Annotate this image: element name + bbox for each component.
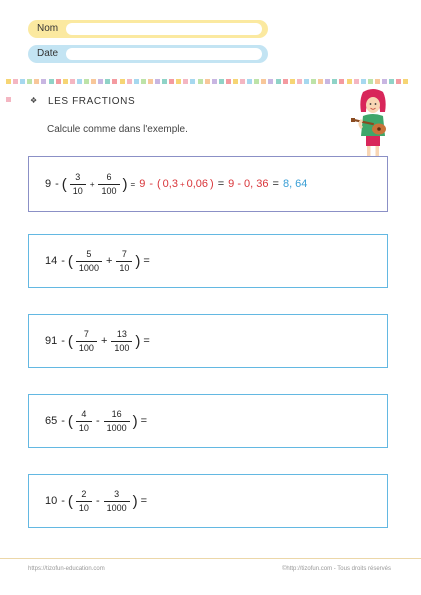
strip-dot xyxy=(268,79,273,84)
strip-dot xyxy=(98,79,103,84)
fraction-denominator: 10 xyxy=(72,185,83,196)
minus-sign: - xyxy=(61,495,65,507)
strip-dot xyxy=(283,79,288,84)
example-result: 8, 64 xyxy=(282,178,308,190)
footer-copyright[interactable]: ©http://tizofun.com - Tous droits réservés xyxy=(281,566,391,572)
strip-dot xyxy=(290,79,295,84)
strip-dot xyxy=(311,79,316,84)
exercise-fraction-1 xyxy=(76,409,92,434)
strip-dot xyxy=(332,79,337,84)
exercise-fraction-2 xyxy=(111,329,132,354)
exercise-box[interactable] xyxy=(28,234,388,288)
fraction-denominator: 10 xyxy=(78,422,89,433)
fraction-denominator: 1000 xyxy=(106,502,127,513)
exercise-lead-number: 65 xyxy=(45,415,58,427)
strip-dot xyxy=(190,79,195,84)
strip-dot xyxy=(297,79,302,84)
strip-dot xyxy=(20,79,25,84)
fraction-bar xyxy=(104,421,130,422)
strip-dot xyxy=(254,79,259,84)
strip-dot xyxy=(162,79,167,84)
section-title: LES FRACTIONS xyxy=(48,96,136,107)
strip-dot xyxy=(176,79,181,84)
step1-open-paren: ( xyxy=(156,178,161,190)
decorative-color-strip xyxy=(6,71,416,76)
example-fraction-2 xyxy=(98,172,119,197)
strip-dot xyxy=(6,79,11,84)
exercise-fraction-2 xyxy=(104,489,130,514)
equals-sign: = xyxy=(272,178,279,190)
fraction-numerator: 3 xyxy=(114,488,120,499)
minus-sign: - xyxy=(61,415,65,427)
exercise-box[interactable] xyxy=(28,394,388,448)
exercise-fraction-1 xyxy=(76,489,92,514)
strip-dot xyxy=(382,79,387,84)
exercise-box[interactable] xyxy=(28,474,388,528)
strip-dot xyxy=(240,79,245,84)
fraction-bar xyxy=(76,341,97,342)
strip-dot xyxy=(84,79,89,84)
close-paren: ) xyxy=(135,252,141,270)
exercise-expression xyxy=(43,395,149,447)
strip-dot xyxy=(56,79,61,84)
close-paren: ) xyxy=(132,412,138,430)
strip-dot xyxy=(247,79,252,84)
fraction-numerator: 16 xyxy=(111,408,122,419)
strip-dot xyxy=(212,79,217,84)
strip-dot xyxy=(276,79,281,84)
exercise-fraction-1 xyxy=(76,329,97,354)
footer-link-left[interactable]: https://tizofun-education.com xyxy=(28,566,105,572)
strip-dot xyxy=(63,79,68,84)
fraction-denominator: 100 xyxy=(101,185,117,196)
strip-dot xyxy=(219,79,224,84)
fraction-denominator: 100 xyxy=(114,342,130,353)
exercise-fraction-2 xyxy=(116,249,132,274)
fraction-bar xyxy=(104,501,130,502)
strip-dot xyxy=(361,79,366,84)
open-paren: ( xyxy=(67,252,73,270)
strip-dot xyxy=(141,79,146,84)
exercise-lead-number: 10 xyxy=(45,495,58,507)
operator: - xyxy=(95,495,100,507)
strip-dot xyxy=(205,79,210,84)
instruction-text: Calcule comme dans l'exemple. xyxy=(47,124,188,135)
strip-dot xyxy=(49,79,54,84)
exercise-fraction-1 xyxy=(76,249,102,274)
minus-sign: - xyxy=(61,255,65,267)
equals-sign: = xyxy=(140,415,148,427)
operator: - xyxy=(95,415,100,427)
date-label: Date xyxy=(37,48,59,59)
nom-input[interactable] xyxy=(66,23,262,35)
strip-dot xyxy=(27,79,32,84)
bullet-icon: ❖ xyxy=(30,96,38,105)
step1-value-1: 0,3 xyxy=(162,178,178,190)
strip-dot xyxy=(198,79,203,84)
equals-sign: = xyxy=(217,178,225,190)
fraction-denominator: 1000 xyxy=(78,262,99,273)
fraction-numerator: 3 xyxy=(75,171,81,182)
example-expression xyxy=(43,157,309,211)
strip-dot xyxy=(41,79,46,84)
open-paren: ( xyxy=(67,492,73,510)
strip-dot xyxy=(226,79,231,84)
nom-field-container xyxy=(28,20,268,38)
strip-dot xyxy=(148,79,153,84)
strip-dot xyxy=(91,79,96,84)
example-lead-number: 9 xyxy=(45,178,52,190)
strip-dot xyxy=(396,79,401,84)
step1-minus: - xyxy=(149,178,153,190)
strip-dot xyxy=(183,79,188,84)
fraction-denominator: 1000 xyxy=(106,422,127,433)
minus-sign: - xyxy=(55,178,59,190)
fraction-bar xyxy=(111,341,132,342)
operator: + xyxy=(105,255,113,267)
fraction-bar xyxy=(98,184,119,185)
fraction-bar xyxy=(76,261,102,262)
step1-close-paren: ) xyxy=(210,178,214,190)
equals-sign: = xyxy=(143,255,150,267)
open-paren: ( xyxy=(61,175,67,193)
strip-dot xyxy=(169,79,174,84)
strip-dot xyxy=(134,79,139,84)
fraction-denominator: 100 xyxy=(78,342,94,353)
fraction-numerator: 13 xyxy=(116,328,127,339)
fraction-bar xyxy=(76,421,92,422)
date-field-container xyxy=(28,45,268,63)
strip-dot xyxy=(339,79,344,84)
strip-dot xyxy=(127,79,132,84)
open-paren: ( xyxy=(67,412,73,430)
exercise-lead-number: 14 xyxy=(45,255,58,267)
fraction-numerator: 2 xyxy=(81,488,87,499)
nom-label: Nom xyxy=(37,23,59,34)
close-paren: ) xyxy=(122,175,128,193)
step1-plus: + xyxy=(179,179,185,189)
fraction-denominator: 10 xyxy=(119,262,130,273)
strip-dot xyxy=(318,79,323,84)
fraction-numerator: 7 xyxy=(83,328,89,339)
step1-number: 9 xyxy=(139,178,146,190)
fraction-denominator: 10 xyxy=(78,502,89,513)
strip-dot xyxy=(120,79,125,84)
strip-dot xyxy=(34,79,39,84)
fraction-numerator: 7 xyxy=(121,248,127,259)
minus-sign: - xyxy=(61,335,65,347)
close-paren: ) xyxy=(135,332,141,350)
strip-dot xyxy=(112,79,117,84)
strip-dot xyxy=(77,79,82,84)
strip-dot xyxy=(347,79,352,84)
equals-sign: = xyxy=(143,335,150,347)
strip-dot xyxy=(304,79,309,84)
strip-dot xyxy=(70,79,75,84)
strip-dot xyxy=(375,79,380,84)
strip-dot xyxy=(155,79,160,84)
strip-dot xyxy=(233,79,238,84)
strip-dot xyxy=(354,79,359,84)
exercise-lead-number: 91 xyxy=(45,335,58,347)
fraction-numerator: 6 xyxy=(106,171,112,182)
equals-sign: = xyxy=(140,495,148,507)
example-exercise-box xyxy=(28,156,388,212)
open-paren: ( xyxy=(67,332,73,350)
exercise-expression xyxy=(43,315,152,367)
fraction-numerator: 5 xyxy=(86,248,92,259)
exercise-expression xyxy=(43,475,149,527)
operator: + xyxy=(89,179,95,189)
equals-sign: = xyxy=(130,179,136,189)
fraction-bar xyxy=(116,261,132,262)
close-paren: ) xyxy=(132,492,138,510)
fraction-bar xyxy=(70,184,86,185)
fraction-bar xyxy=(76,501,92,502)
exercise-box[interactable] xyxy=(28,314,388,368)
step2-expression: 9 - 0, 36 xyxy=(228,178,269,190)
fraction-numerator: 4 xyxy=(81,408,87,419)
example-fraction-1 xyxy=(70,172,86,197)
strip-dot xyxy=(389,79,394,84)
strip-dot xyxy=(13,79,18,84)
strip-dot xyxy=(105,79,110,84)
strip-dot xyxy=(325,79,330,84)
strip-dot xyxy=(261,79,266,84)
strip-dot xyxy=(403,79,408,84)
girl-with-guitar-icon xyxy=(350,88,396,164)
date-input[interactable] xyxy=(66,48,262,60)
strip-dot xyxy=(6,97,11,102)
exercise-expression xyxy=(43,235,152,287)
strip-dot xyxy=(368,79,373,84)
footer-divider xyxy=(0,558,421,559)
exercise-fraction-2 xyxy=(104,409,130,434)
operator: + xyxy=(100,335,108,347)
step1-value-2: 0,06 xyxy=(186,178,209,190)
